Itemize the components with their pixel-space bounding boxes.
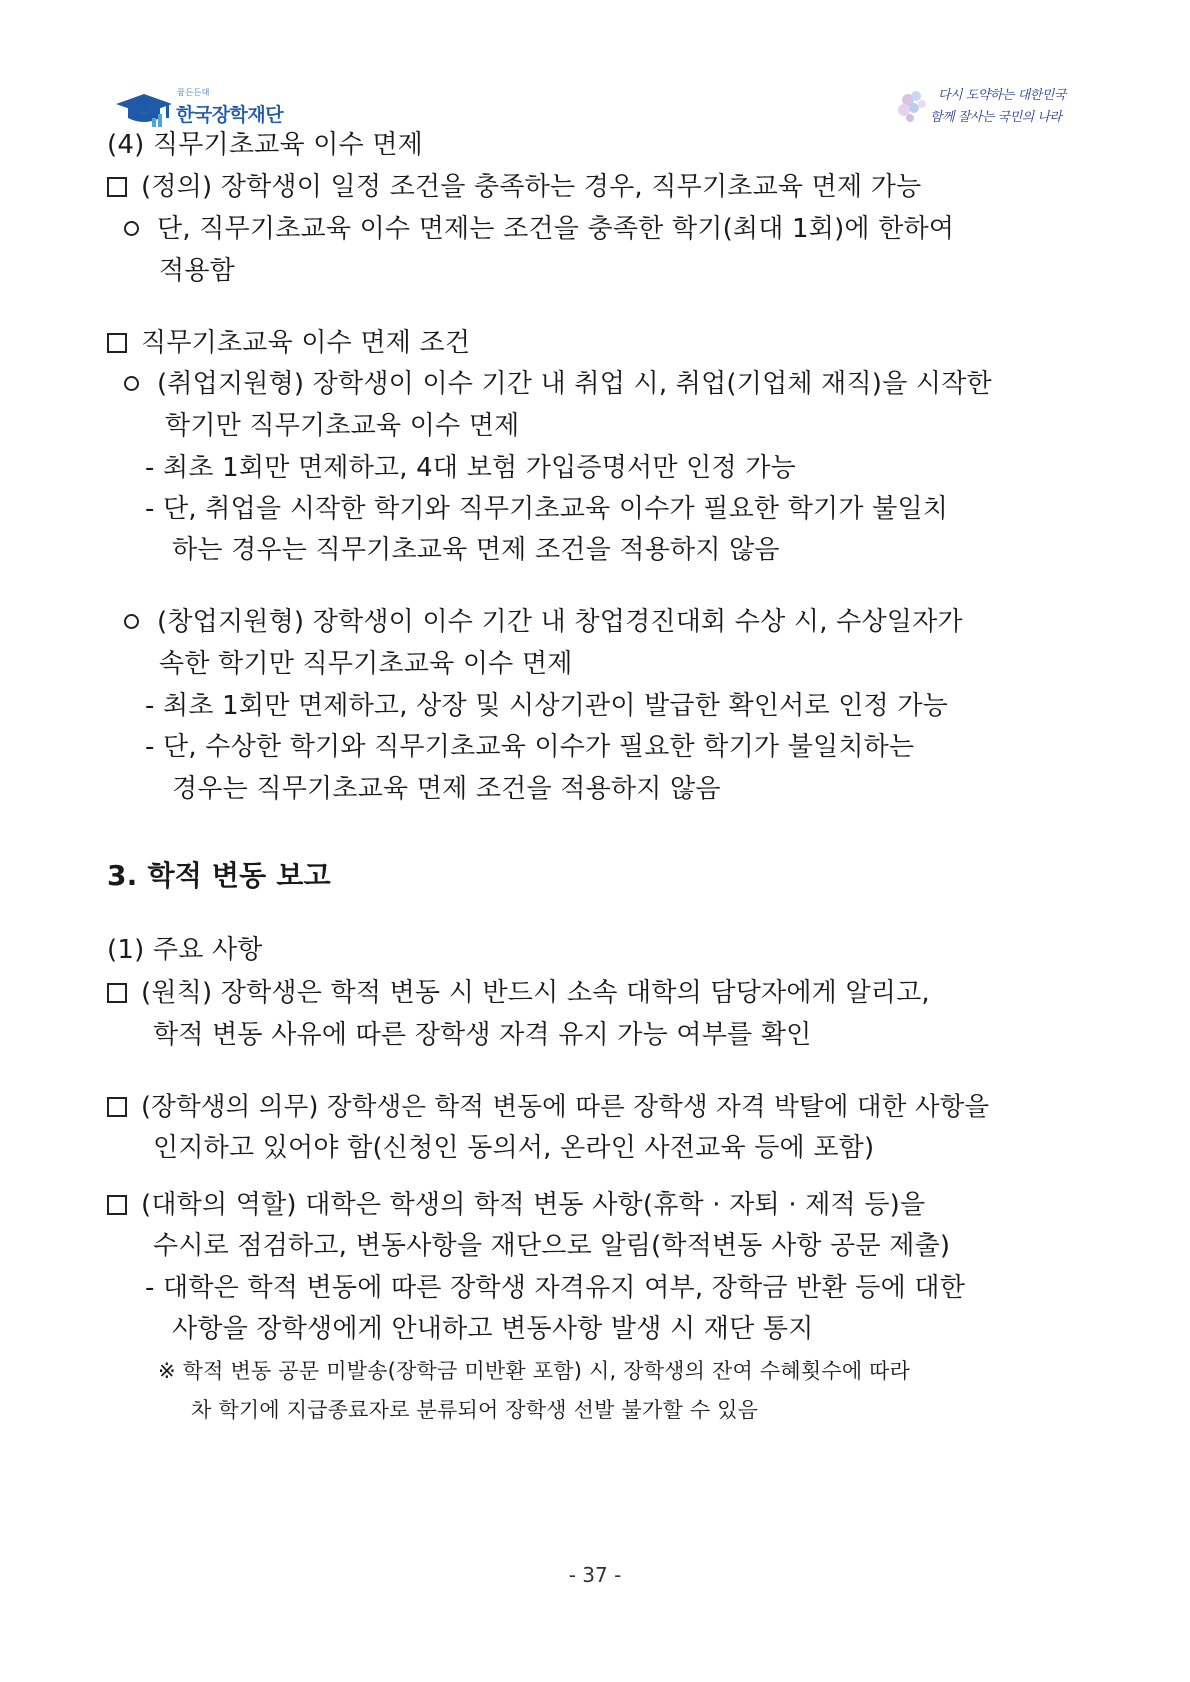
duty-item [107, 1090, 989, 1124]
circle-item [124, 212, 954, 246]
slogan-line-1: 다시 도약하는 대한민국 [938, 88, 1066, 103]
checkbox-bullet-icon [107, 1097, 127, 1117]
reference-note-continuation: 차 학기에 지급종료자로 분류되어 장학생 선발 불가할 수 있음 [191, 1398, 759, 1422]
dash-item: - 단, 수상한 학기와 직무기초교육 이수가 필요한 학기가 불일치하는 [145, 732, 915, 762]
dash-item: - 최초 1회만 면제하고, 상장 및 시상기관이 발급한 확인서로 인정 가능 [145, 691, 948, 721]
graduation-cap-icon [114, 90, 174, 128]
continuation-line: 경우는 직무기초교육 면제 조건을 적용하지 않음 [172, 774, 721, 804]
continuation-line: 사항을 장학생에게 안내하고 변동사항 발생 시 재단 통지 [172, 1314, 814, 1344]
item-text: (정의) 장학생이 일정 조건을 충족하는 경우, 직무기초교육 면제 가능 [141, 172, 922, 202]
subsection-heading: (4) 직무기초교육 이수 면제 [107, 130, 423, 160]
continuation-line: 속한 학기만 직무기초교육 이수 면제 [159, 649, 573, 679]
continuation-line: 수시로 점검하고, 변동사항을 재단으로 알림(학적변동 사항 공문 제출) [153, 1231, 951, 1261]
page-number: - 37 - [568, 1563, 622, 1587]
item-text: 단, 직무기초교육 이수 면제는 조건을 충족한 학기(최대 1회)에 한하여 [157, 214, 955, 244]
checkbox-bullet-icon [107, 333, 127, 353]
principle-item [107, 976, 930, 1010]
item-text: (대학의 역할) 대학은 학생의 학적 변동 사항(휴학 · 자퇴 · 제적 등)을 [141, 1190, 926, 1220]
logo-tagline: 꿈든든대 [177, 88, 210, 97]
item-text: 직무기초교육 이수 면제 조건 [141, 328, 471, 358]
circle-bullet-icon [124, 221, 139, 236]
dash-item: - 대학은 학적 변동에 따른 장학생 자격유지 여부, 장학금 반환 등에 대한 [145, 1273, 966, 1303]
definition-item [107, 170, 921, 204]
circle-bullet-icon [124, 376, 139, 391]
continuation-line: 학적 변동 사유에 따른 장학생 자격 유지 가능 여부를 확인 [153, 1020, 812, 1050]
continuation-line: 하는 경우는 직무기초교육 면제 조건을 적용하지 않음 [172, 535, 780, 565]
university-role-item [107, 1188, 925, 1222]
item-text: (장학생의 의무) 장학생은 학적 변동에 따른 장학생 자격 박탈에 대한 사항을 [141, 1092, 990, 1122]
checkbox-bullet-icon [107, 177, 127, 197]
dash-item: - 단, 취업을 시작한 학기와 직무기초교육 이수가 필요한 학기가 불일치 [145, 494, 949, 524]
slogan-line-2: 함께 잘사는 국민의 나라 [930, 110, 1062, 125]
circle-item [124, 367, 992, 401]
conditions-item [107, 326, 470, 360]
reference-note: ※ 학적 변동 공문 미발송(장학금 미반환 포함) 시, 장학생의 잔여 수혜횟수에 따라 [158, 1359, 911, 1383]
subsection-heading: (1) 주요 사항 [107, 935, 263, 965]
continuation-line: 인지하고 있어야 함(신청인 동의서, 온라인 사전교육 등에 포함) [153, 1133, 875, 1163]
item-text: (원칙) 장학생은 학적 변동 시 반드시 소속 대학의 담당자에게 알리고, [141, 978, 930, 1008]
government-slogan [894, 84, 1094, 128]
circle-item [124, 605, 963, 639]
item-text: (창업지원형) 장학생이 이수 기간 내 창업경진대회 수상 시, 수상일자가 [157, 607, 963, 637]
circle-bullet-icon [124, 614, 139, 629]
dash-item: - 최초 1회만 면제하고, 4대 보험 가입증명서만 인정 가능 [145, 453, 796, 483]
continuation-line: 적용함 [159, 256, 235, 286]
checkbox-bullet-icon [107, 983, 127, 1003]
section-heading: 3. 학적 변동 보고 [107, 859, 331, 892]
logo-name: 한국장학재단 [176, 104, 284, 126]
checkbox-bullet-icon [107, 1195, 127, 1215]
continuation-line: 학기만 직무기초교육 이수 면제 [165, 411, 520, 441]
kosaf-logo [114, 86, 314, 130]
item-text: (취업지원형) 장학생이 이수 기간 내 취업 시, 취업(기업체 재직)을 시작한 [157, 369, 992, 399]
